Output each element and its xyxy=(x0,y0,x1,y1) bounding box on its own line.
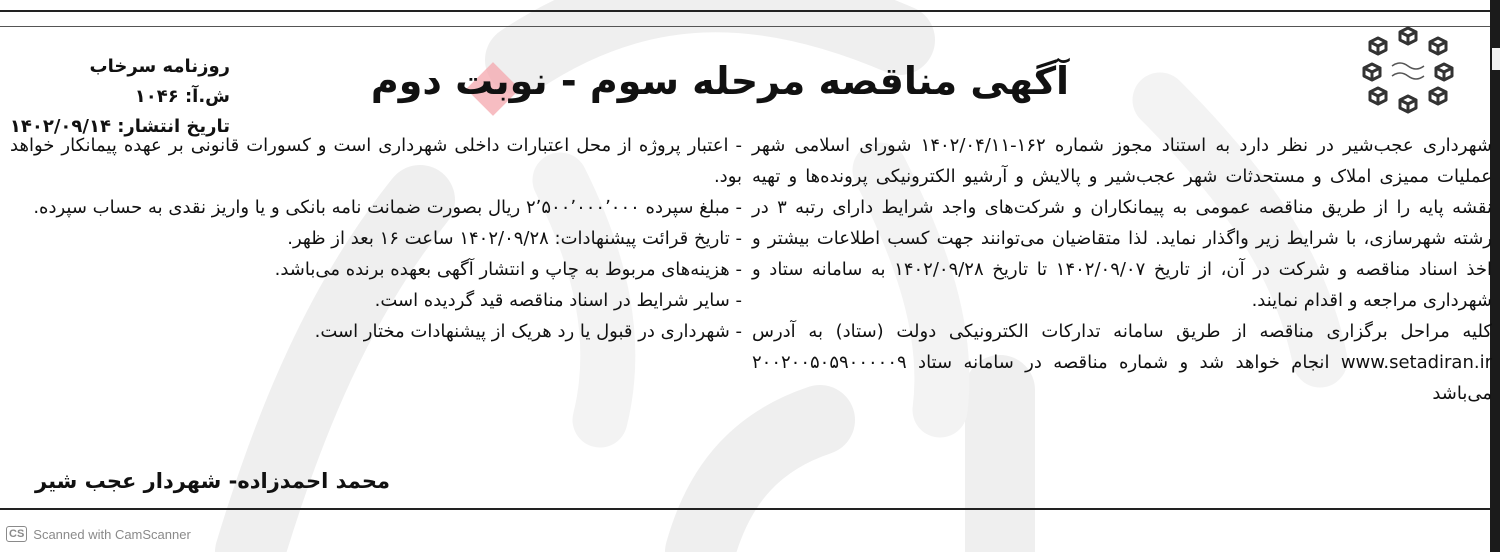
condition-item: - هزینه‌های مربوط به چاپ و انتشار آگهی بعهده برنده می‌باشد. xyxy=(274,259,742,280)
municipality-logo-icon xyxy=(1348,26,1468,114)
condition-item: - تاریخ قرائت پیشنهادات: ۱۴۰۲/۰۹/۲۸ ساعت ۱۶ بعد از ظهر. xyxy=(287,228,742,249)
camscanner-icon: CS xyxy=(6,526,27,542)
condition-item: - سایر شرایط در اسناد مناقصه قید گردیده است. xyxy=(374,290,742,311)
signature: محمد احمدزاده- شهردار عجب شیر xyxy=(35,469,390,493)
notice-body-right-column xyxy=(752,130,1492,409)
scanner-label: Scanned with CamScanner xyxy=(33,526,191,542)
condition-item: - مبلغ سپرده ۲٬۵۰۰٬۰۰۰٬۰۰۰ ریال بصورت ضمانت نامه بانکی و یا واریز نقدی به حساب سپرده. xyxy=(33,197,742,218)
condition-item: - اعتبار پروژه از محل اعتبارات داخلی شهرداری است و کسورات قانونی بر عهده پیمانکار خواهد بود. xyxy=(10,135,742,187)
condition-item: - شهرداری در قبول یا رد هریک از پیشنهادات مختار است. xyxy=(314,321,742,342)
scanner-watermark xyxy=(6,523,191,545)
publication-info xyxy=(10,52,230,142)
notice-conditions-list xyxy=(10,130,742,347)
publish-date: تاریخ انتشار: ۱۴۰۲/۰۹/۱۴ xyxy=(9,116,230,137)
intro-paragraph: شهرداری عجب‌شیر در نظر دارد به استناد مجوز شماره ۱۶۲-۱۴۰۲/۰۴/۱۱ شورای اسلامی شهر عملیات ممیزی املاک و مستحدثات شهر عجب‌شیر و پالایش و آرشیو الکترونیکی پرونده‌ها و تهیه نقشه پایه را از طریق مناقصه عمومی به پیمانکاران و شرکت‌های واجد شرایط دارای رتبه ۳ در رشته شهرسازی، با شرایط زیر واگذار نماید. لذا متقاضیان می‌توانند جهت کسب اطلاعات بیشتر و اخذ اسناد مناقصه و شرکت در آن، از تاریخ ۱۴۰۲/۰۹/۰۷ تا تاریخ ۱۴۰۲/۰۹/۲۸ به سامانه ستاد و شهرداری مراجعه و اقدام نمایند. xyxy=(752,135,1493,311)
notice-title: آگهی مناقصه مرحله سوم - نوبت دوم xyxy=(370,59,1070,103)
issue-number: ش.آ: ۱۰۴۶ xyxy=(134,86,230,107)
newspaper-name: روزنامه سرخاب xyxy=(89,56,230,77)
setad-paragraph: کلیه مراحل برگزاری مناقصه از طریق سامانه تدارکات الکترونیکی دولت (ستاد) به آدرس www.setadiran.ir انجام خواهد شد و شماره مناقصه در سامانه ستاد ۲۰۰۲۰۰۵۰۵۹۰۰۰۰۰۹ می‌باشد xyxy=(752,321,1492,404)
bottom-border-line xyxy=(0,508,1490,510)
